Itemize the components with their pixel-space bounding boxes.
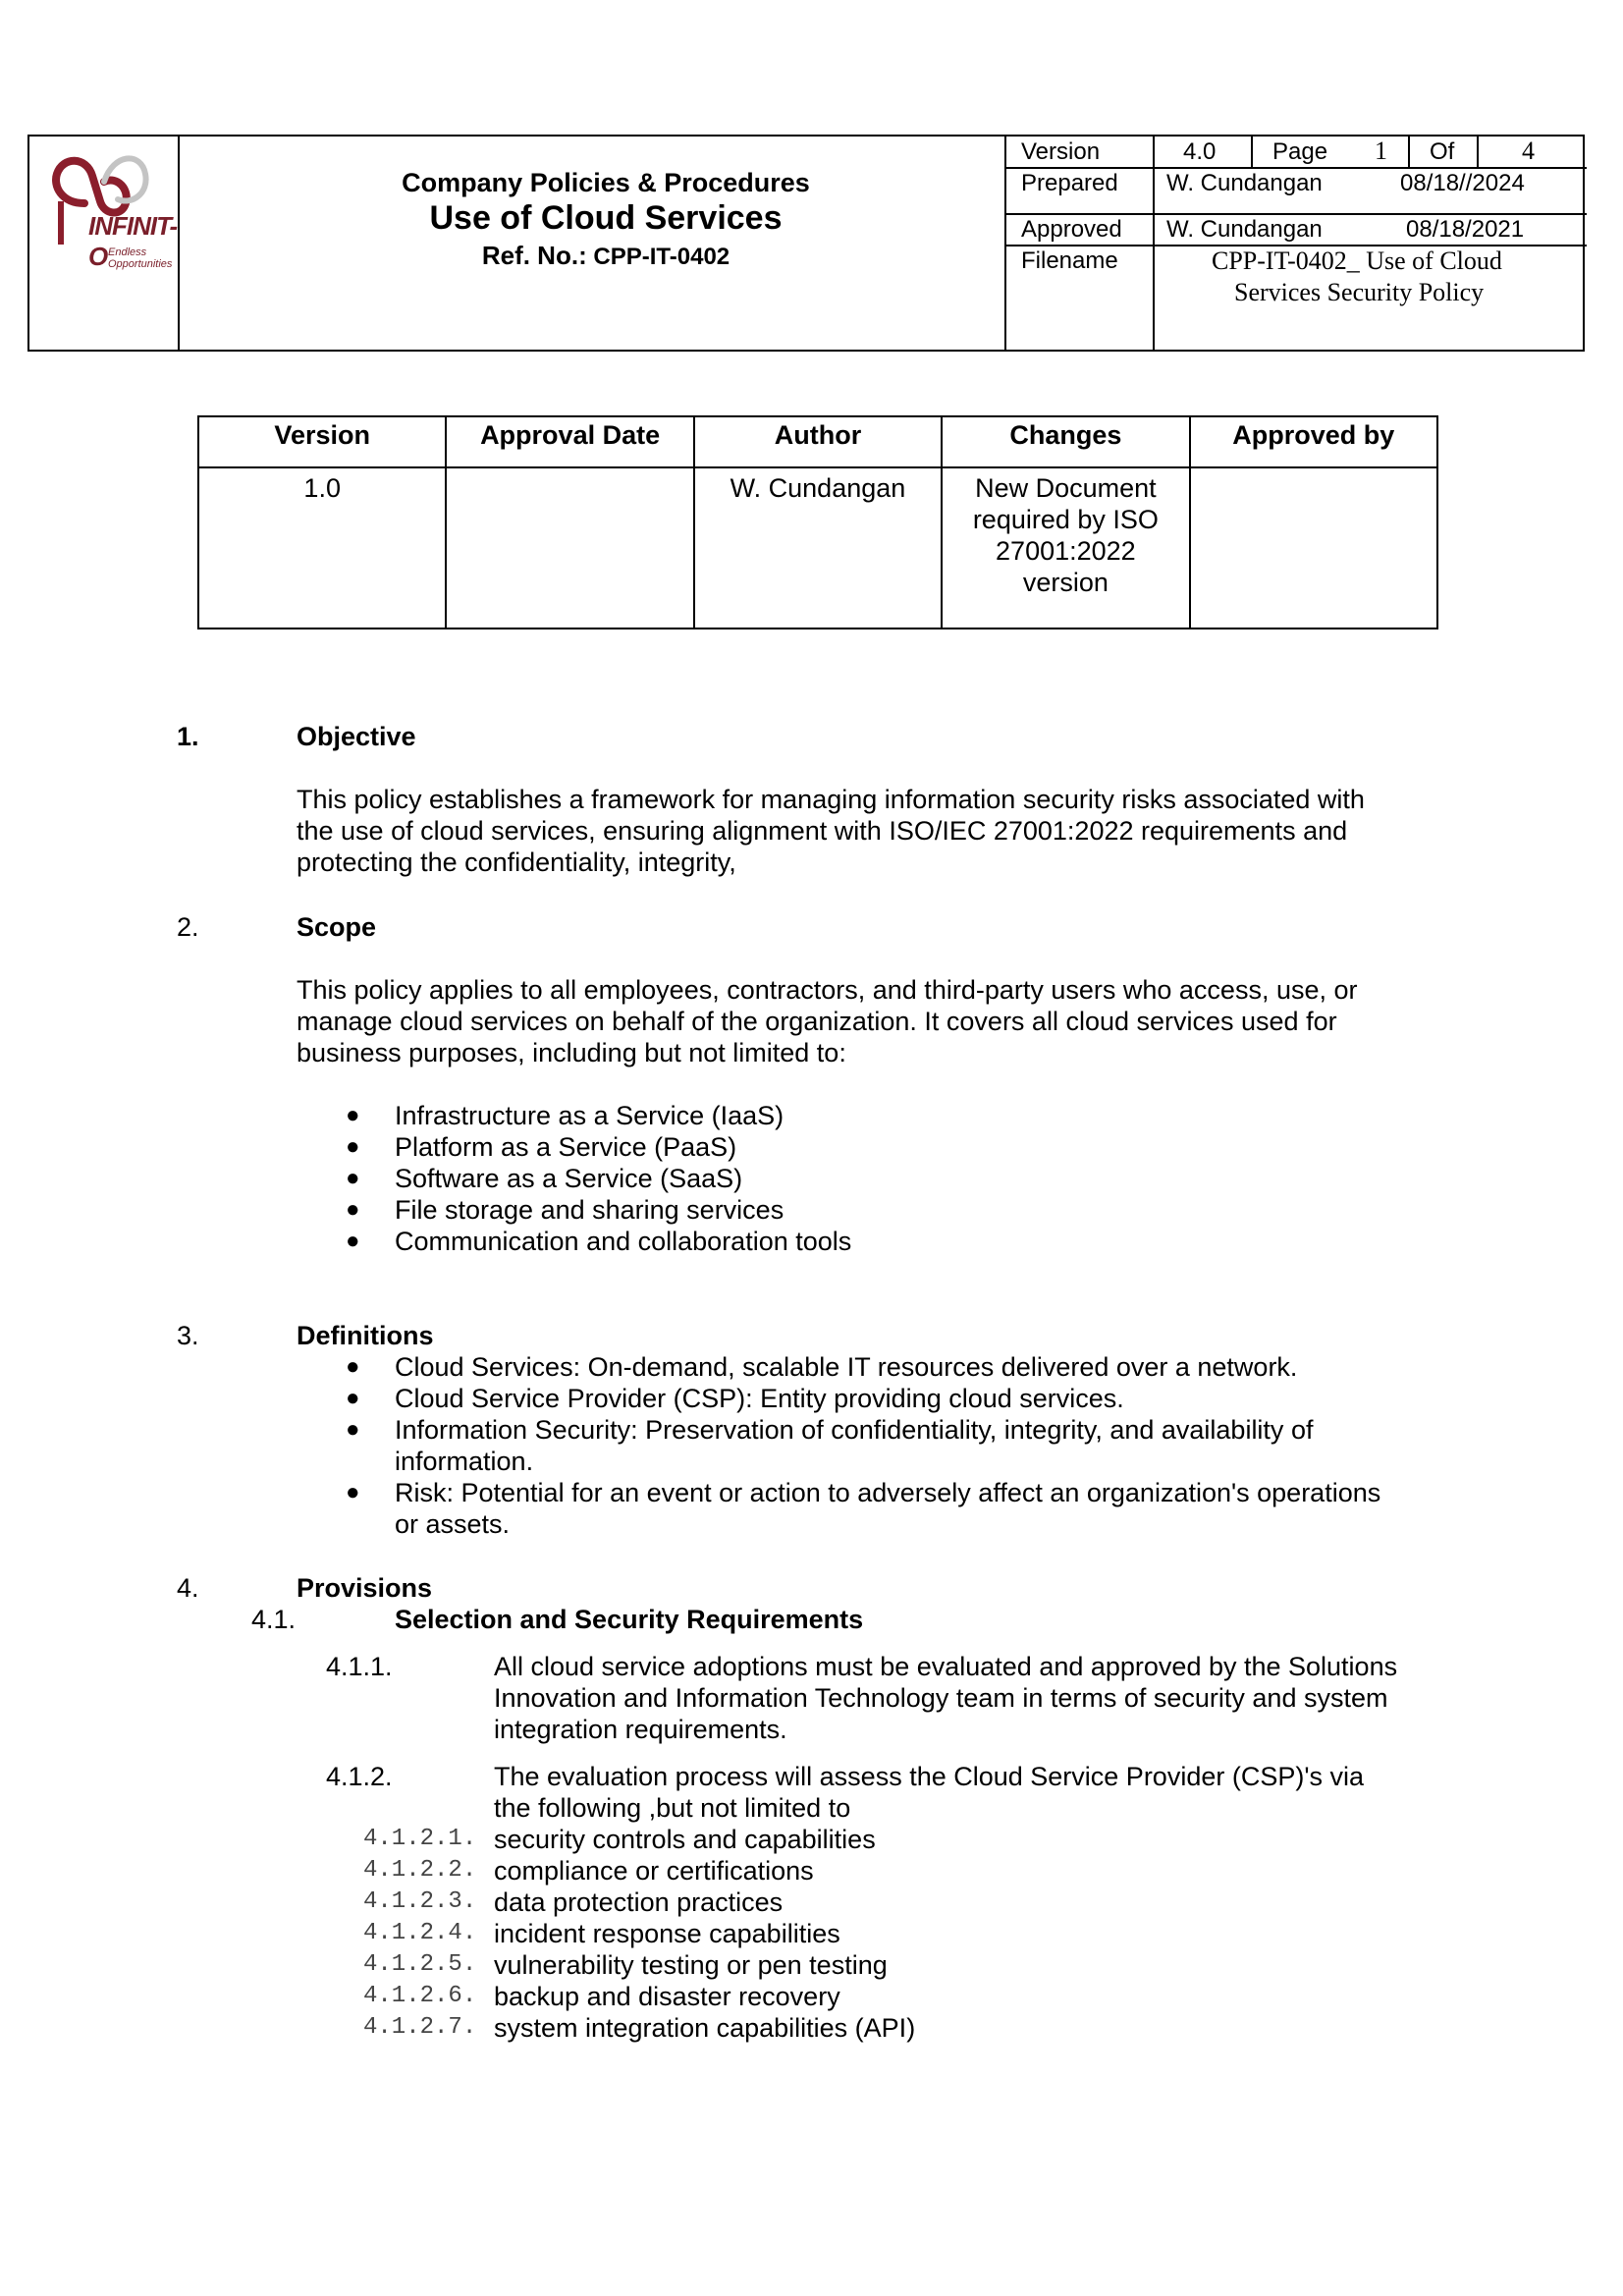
cell-author: W. Cundangan [694, 467, 942, 629]
definition-line: or assets. [395, 1509, 511, 1539]
list-item: vulnerability testing or pen testing [494, 1950, 888, 1980]
table-header-row [198, 416, 1437, 467]
of-label: Of [1430, 138, 1455, 165]
of-value: 4 [1522, 137, 1535, 165]
company-logo [43, 146, 178, 274]
objective-line: protecting the confidentiality, integrity, [297, 847, 736, 877]
bullet-icon: ● [346, 1228, 360, 1254]
bullet-icon: ● [346, 1133, 360, 1160]
bullet-icon: ● [346, 1165, 360, 1191]
changes-line: version [1022, 568, 1109, 597]
section-number: 4. [177, 1573, 199, 1603]
section-title-definitions: Definitions [297, 1321, 434, 1350]
bullet-icon: ● [346, 1385, 360, 1411]
cell-approval-date [446, 467, 693, 629]
subsection-title: Selection and Security Requirements [395, 1605, 864, 1634]
document-title: Use of Cloud Services [429, 199, 783, 237]
prepared-by: W. Cundangan [1166, 170, 1323, 196]
list-item: data protection practices [494, 1887, 784, 1917]
approved-by: W. Cundangan [1166, 216, 1323, 243]
definition-line: Cloud Service Provider (CSP): Entity providing cloud services. [395, 1384, 1124, 1413]
bullet-icon: ● [346, 1479, 360, 1505]
definition-line: Risk: Potential for an event or action to adversely affect an organization's operations [395, 1478, 1381, 1507]
section-number: 2. [177, 912, 199, 942]
definition-line: Cloud Services: On-demand, scalable IT resources delivered over a network. [395, 1352, 1298, 1382]
version-value: 4.0 [1183, 138, 1217, 165]
section-title-provisions: Provisions [297, 1573, 433, 1603]
section-title-scope: Scope [297, 912, 377, 942]
clause-line: the following ,but not limited to [494, 1793, 851, 1823]
page-label: Page [1272, 138, 1328, 165]
list-item: compliance or certifications [494, 1856, 814, 1886]
list-item: backup and disaster recovery [494, 1982, 840, 2011]
item-number: 4.1.2.1. [363, 1826, 477, 1852]
clause-line: All cloud service adoptions must be evaluated and approved by the Solutions [494, 1652, 1398, 1681]
bullet-icon: ● [346, 1102, 360, 1128]
logo-tagline: Endless Opportunities [108, 246, 173, 270]
objective-line: the use of cloud services, ensuring alignment with ISO/IEC 27001:2022 requirements and [297, 816, 1348, 846]
section-number: 1. [177, 722, 199, 751]
header-divider [1153, 215, 1155, 350]
definition-line: Information Security: Preservation of confidentiality, integrity, and availability of [395, 1415, 1314, 1445]
cell-version: 1.0 [198, 467, 446, 629]
clause-line: The evaluation process will assess the Cloud Service Provider (CSP)'s via [494, 1762, 1365, 1791]
cell-changes [942, 467, 1189, 629]
scope-bullet: Communication and collaboration tools [395, 1227, 852, 1256]
clause-number: 4.1.1. [326, 1652, 393, 1681]
page-value: 1 [1375, 137, 1387, 165]
item-number: 4.1.2.6. [363, 1983, 477, 2009]
approved-label: Approved [1021, 216, 1122, 243]
item-number: 4.1.2.5. [363, 1951, 477, 1978]
logo-brand: INFINIT-O [88, 211, 178, 271]
approved-date: 08/18/2021 [1406, 216, 1525, 243]
column-header: Approved by [1190, 416, 1437, 467]
header-divider [1477, 137, 1479, 169]
version-label: Version [1021, 138, 1101, 165]
ref-value: CPP-IT-0402 [593, 244, 730, 270]
clause-line: Innovation and Information Technology team in terms of security and system [494, 1683, 1388, 1713]
filename-line-1: CPP-IT-0402_ Use of Cloud [1212, 246, 1502, 275]
ref-label: Ref. No.: [481, 241, 587, 270]
changes-line: 27001:2022 [996, 536, 1136, 566]
filename-line-2: Services Security Policy [1234, 278, 1485, 306]
list-item: security controls and capabilities [494, 1825, 876, 1854]
changes-line: required by ISO [972, 505, 1159, 534]
scope-bullet: Platform as a Service (PaaS) [395, 1132, 737, 1162]
cell-approved-by [1190, 467, 1437, 629]
scope-line: This policy applies to all employees, contractors, and third-party users who access, use, or [297, 975, 1358, 1005]
header-divider [1153, 169, 1155, 215]
subsection-number: 4.1. [251, 1605, 297, 1634]
header-divider [1153, 137, 1155, 169]
header-rule [1004, 167, 1587, 169]
objective-line: This policy establishes a framework for managing information security risks associated with [297, 785, 1365, 814]
item-number: 4.1.2.2. [363, 1857, 477, 1884]
bullet-icon: ● [346, 1416, 360, 1443]
document-header [27, 135, 1585, 352]
item-number: 4.1.2.4. [363, 1920, 477, 1946]
bullet-icon: ● [346, 1196, 360, 1223]
scope-line: business purposes, including but not limited to: [297, 1038, 846, 1067]
header-rule [1004, 213, 1587, 215]
section-number: 3. [177, 1321, 199, 1350]
prepared-date: 08/18//2024 [1400, 170, 1525, 196]
column-header: Version [198, 416, 446, 467]
column-header: Approval Date [446, 416, 693, 467]
scope-bullet: Software as a Service (SaaS) [395, 1164, 743, 1193]
column-header: Changes [942, 416, 1189, 467]
header-divider [1408, 137, 1410, 169]
prepared-label: Prepared [1021, 170, 1118, 196]
item-number: 4.1.2.3. [363, 1888, 477, 1915]
company-line: Company Policies & Procedures [402, 168, 810, 197]
changes-line: New Document [975, 473, 1157, 503]
section-title-objective: Objective [297, 722, 416, 751]
filename-label: Filename [1021, 247, 1118, 274]
definition-line: information. [395, 1447, 534, 1476]
revision-history-table [197, 415, 1438, 629]
clause-line: integration requirements. [494, 1715, 787, 1744]
item-number: 4.1.2.7. [363, 2014, 477, 2041]
header-divider [1251, 137, 1253, 169]
list-item: system integration capabilities (API) [494, 2013, 916, 2043]
clause-number: 4.1.2. [326, 1762, 393, 1791]
scope-line: manage cloud services on behalf of the organization. It covers all cloud services used for [297, 1007, 1337, 1036]
scope-bullet: File storage and sharing services [395, 1195, 784, 1225]
scope-bullet: Infrastructure as a Service (IaaS) [395, 1101, 784, 1130]
ref-number [179, 241, 1033, 271]
table-row [198, 467, 1437, 629]
column-header: Author [694, 416, 942, 467]
list-item: incident response capabilities [494, 1919, 840, 1948]
bullet-icon: ● [346, 1353, 360, 1380]
